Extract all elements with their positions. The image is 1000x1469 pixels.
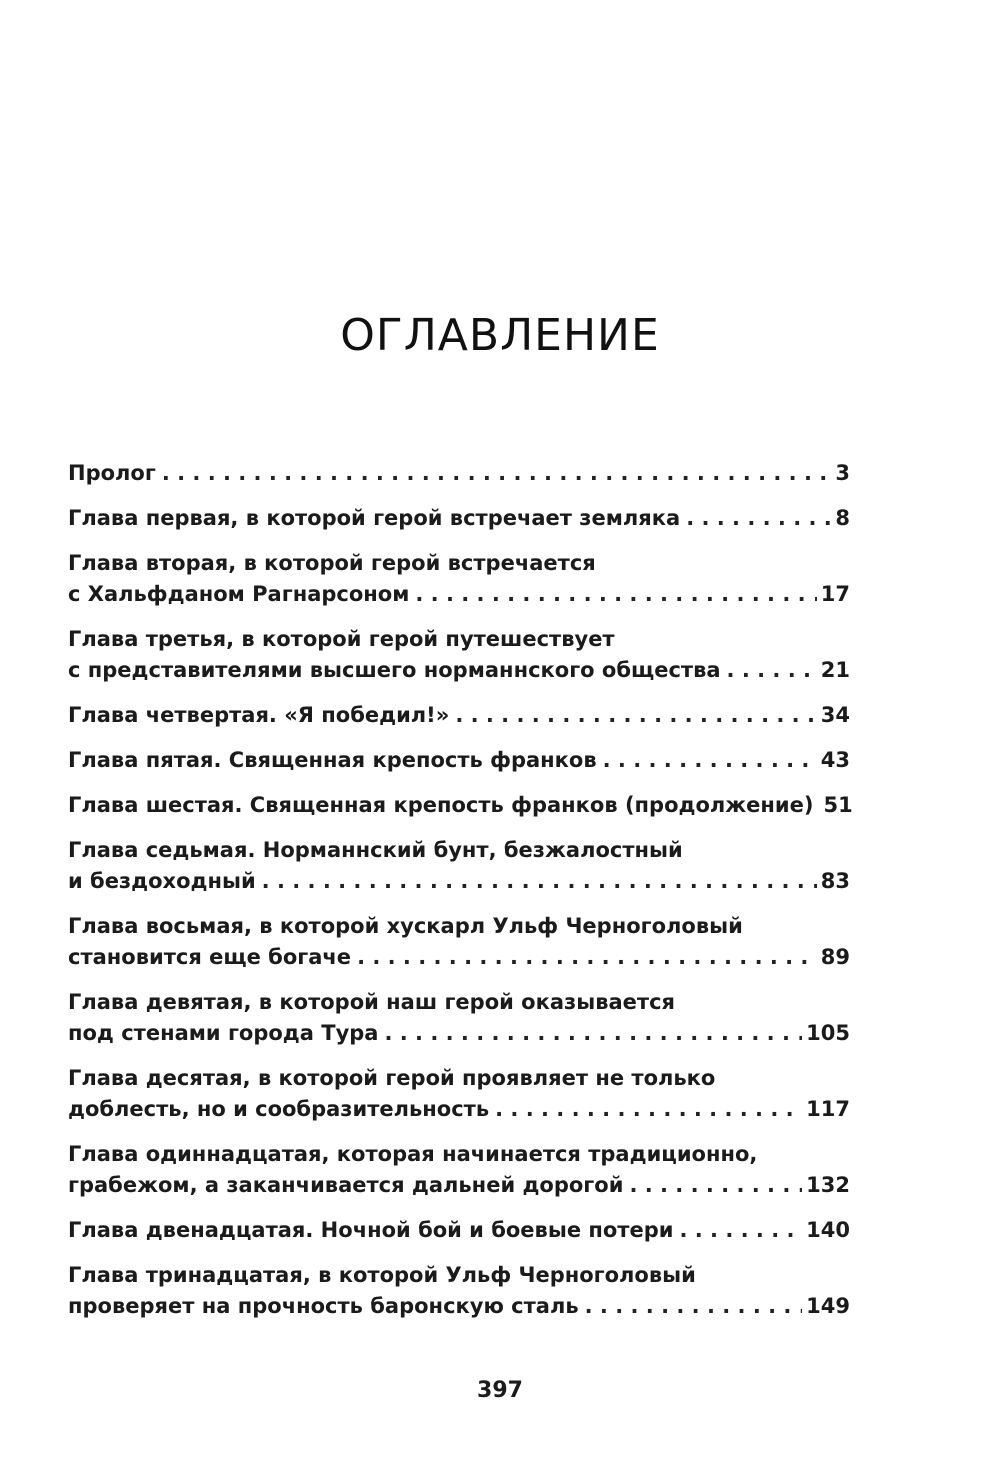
table-of-contents [68,458,853,1336]
dot-leader [357,942,817,973]
toc-entry-last-line [68,579,850,610]
dot-leader [679,1215,802,1246]
toc-entry-page: 34 [820,703,850,727]
dot-leader [727,655,817,686]
dot-leader [162,458,832,489]
toc-entry [68,745,850,776]
toc-entry-title-line: Глава седьмая. Норманнский бунт, безжалостный [68,838,683,862]
dot-leader [603,745,817,776]
toc-entry-title-line: Глава двенадцатая. Ночной бой и боевые потери [68,1218,674,1242]
toc-entry-title-line: под стенами города Тура [68,1021,379,1045]
toc-entry-last-line [68,745,850,776]
dot-leader [686,503,831,534]
toc-entry-page: 117 [806,1097,850,1121]
toc-entry-last-line [68,790,853,821]
toc-entry-last-line [68,700,850,731]
toc-entry [68,503,850,534]
toc-entry-title-line: Глава первая, в которой герой встречает земляка [68,506,681,530]
toc-entry-title-line: становится еще богаче [68,945,352,969]
toc-entry-page: 51 [823,793,853,817]
toc-entry-page: 132 [806,1173,850,1197]
toc-entry-title-line: и бездоходный [68,869,256,893]
toc-entry-last-line [68,503,850,534]
dot-leader [629,1170,802,1201]
toc-entry [68,700,850,731]
toc-entry-last-line [68,1170,850,1201]
toc-entry-page: 83 [820,869,850,893]
toc-entry-page: 8 [835,506,850,530]
toc-entry-title-line: с Хальфданом Рагнарсоном [68,582,410,606]
toc-entry-title-line: Глава десятая, в которой герой проявляет не только [68,1066,716,1090]
toc-entry-last-line [68,1018,850,1049]
toc-entry-title-line: Глава шестая. Священная крепость франков (продолжение) [68,793,814,817]
toc-entry-page: 140 [806,1218,850,1242]
toc-entry-last-line [68,1291,850,1322]
toc-entry [68,911,850,973]
toc-entry-title-line: Глава восьмая, в которой хускарл Ульф Черноголовый [68,914,743,938]
toc-entry-last-line [68,458,850,489]
toc-entry-last-line [68,1094,850,1125]
toc-entry-page: 43 [820,748,850,772]
toc-entry-title-line: Глава тринадцатая, в которой Ульф Черноголовый [68,1263,696,1287]
toc-entry [68,987,850,1049]
toc-entry-title-line: проверяет на прочность баронскую сталь [68,1294,579,1318]
toc-entry-title-line: с представителями высшего норманнского общества [68,658,721,682]
dot-leader [585,1291,803,1322]
toc-entry-title-line: Глава одиннадцатая, которая начинается традиционно, [68,1142,758,1166]
toc-entry-title-line: доблесть, но и сообразительность [68,1097,490,1121]
toc-entry-title-line: Глава девятая, в которой наш герой оказывается [68,990,676,1014]
toc-entry-title-line: Глава пятая. Священная крепость франков [68,748,597,772]
toc-entry-title-line: Пролог [68,461,156,485]
page-number: 397 [477,1378,523,1403]
toc-entry [68,548,850,610]
toc-entry-title-line: грабежом, а заканчивается дальней дорогой [68,1173,624,1197]
toc-entry-title-line: Глава третья, в которой герой путешествует [68,627,615,651]
toc-entry [68,458,850,489]
toc-entry [68,1260,850,1322]
toc-entry [68,624,850,686]
toc-entry [68,1215,850,1246]
toc-entry-last-line [68,942,850,973]
toc-entry-page: 105 [806,1021,850,1045]
toc-entry-last-line [68,1215,850,1246]
toc-entry-last-line [68,655,850,686]
toc-entry-page: 89 [820,945,850,969]
toc-entry [68,835,850,897]
dot-leader [262,866,817,897]
dot-leader [495,1094,802,1125]
toc-heading: ОГЛАВЛЕНИЕ [340,310,660,361]
toc-entry [68,1063,850,1125]
toc-entry [68,1139,850,1201]
toc-entry-page: 3 [835,461,850,485]
toc-entry [68,790,853,821]
toc-entry-page: 17 [820,582,850,606]
toc-entry-title-line: Глава вторая, в которой герой встречается [68,551,596,575]
dot-leader [384,1018,802,1049]
toc-entry-page: 149 [806,1294,850,1318]
dot-leader [415,579,816,610]
toc-entry-title-line: Глава четвертая. «Я победил!» [68,703,450,727]
dot-leader [455,700,816,731]
toc-entry-page: 21 [820,658,850,682]
toc-entry-last-line [68,866,850,897]
